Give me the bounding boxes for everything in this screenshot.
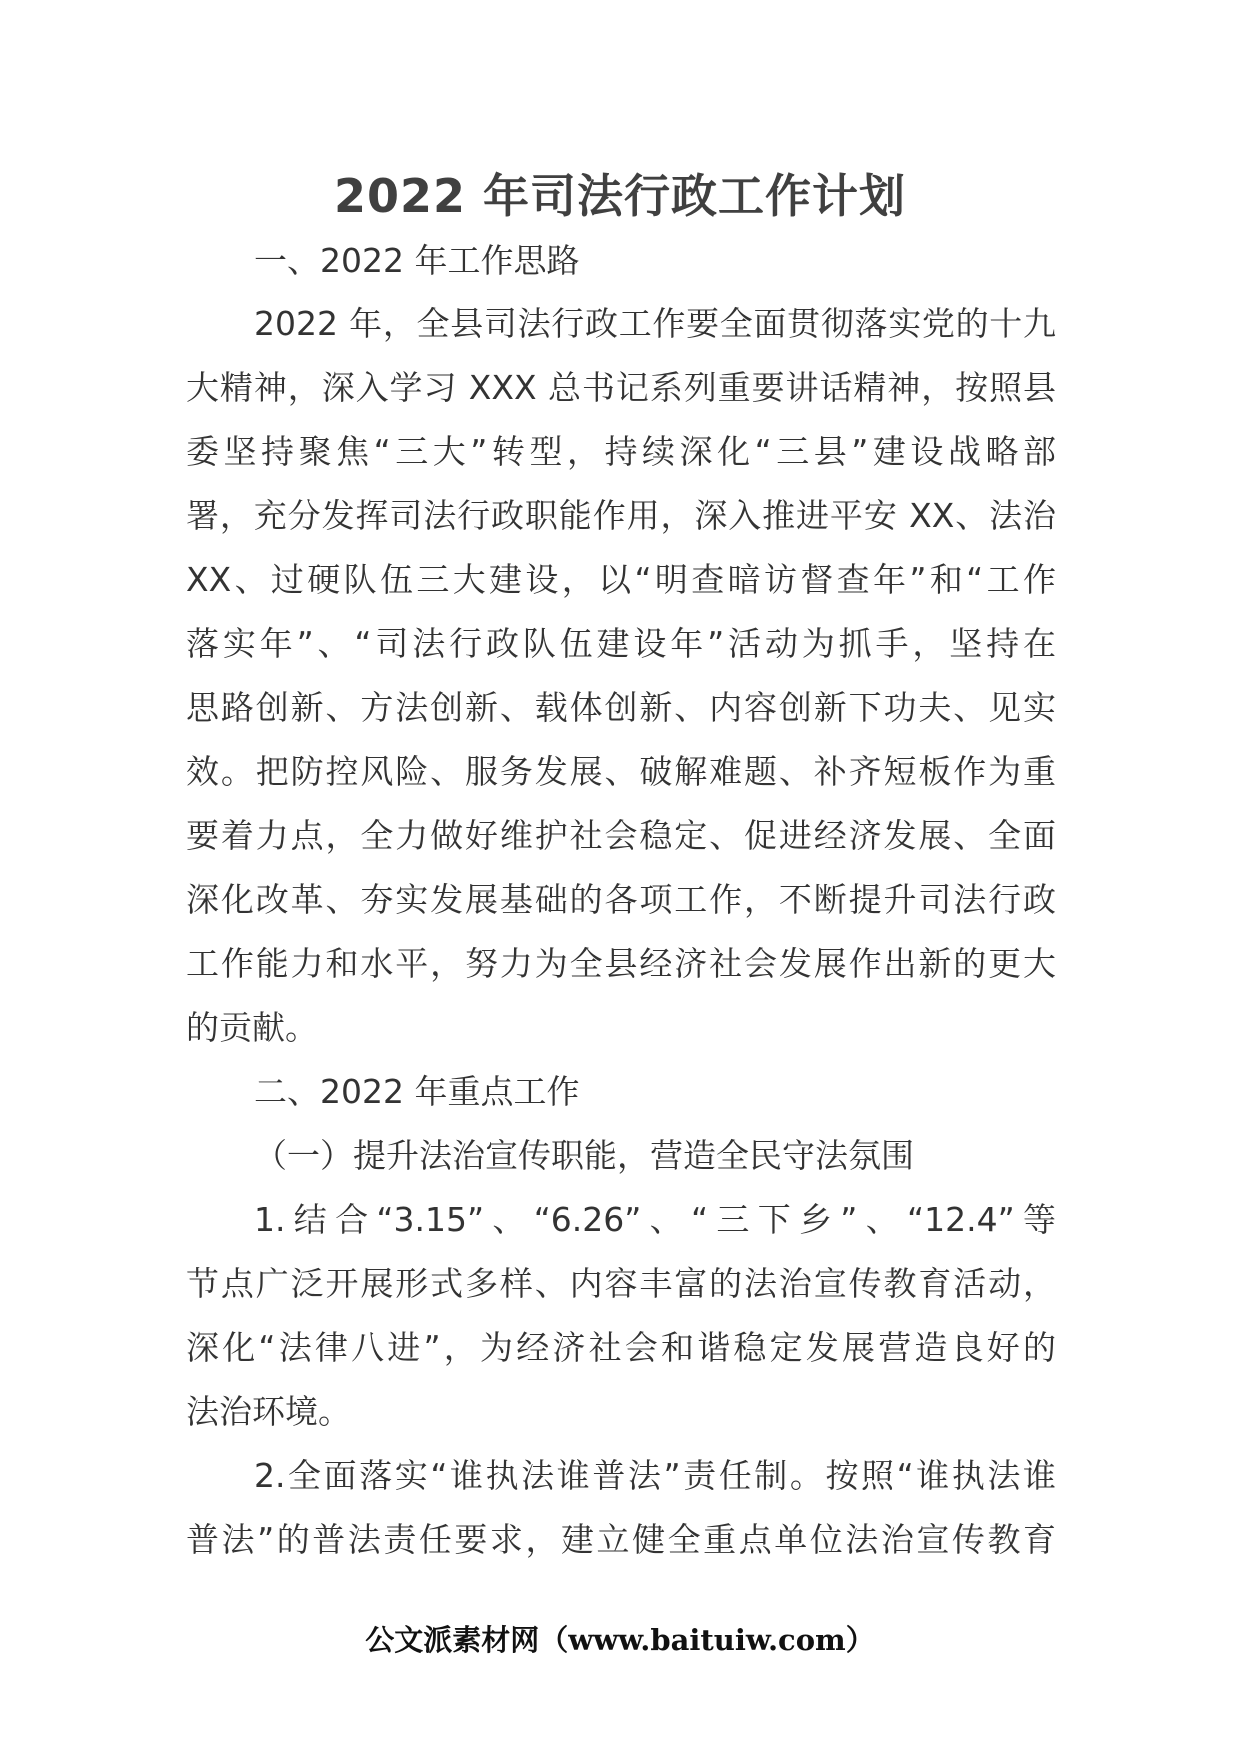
paragraph-1-line-8: 效。把防控风险、服务发展、破解难题、补齐短板作为重 [186,752,1056,791]
document-title: 2022 年司法行政工作计划 [333,169,907,223]
section-heading-1: 一、2022 年工作思路 [254,241,580,280]
footer-watermark: 公文派素材网（www.baituiw.com） [365,1623,875,1657]
item-1-line-3: 深化“法律八进”，为经济社会和谐稳定发展营造良好的 [186,1328,1056,1367]
item-2-line-2: 普法”的普法责任要求，建立健全重点单位法治宣传教育 [186,1520,1056,1559]
item-1-line-2: 节点广泛开展形式多样、内容丰富的法治宣传教育活动， [186,1264,1056,1303]
paragraph-1-line-10: 深化改革、夯实发展基础的各项工作，不断提升司法行政 [186,880,1056,919]
paragraph-1-line-4: 署，充分发挥司法行政职能作用，深入推进平安 XX、法治 [186,496,1056,535]
paragraph-1-line-9: 要着力点，全力做好维护社会稳定、促进经济发展、全面 [186,816,1056,855]
subheading-1: （一）提升法治宣传职能，营造全民守法氛围 [254,1136,914,1175]
paragraph-1-line-5: XX、过硬队伍三大建设，以“明查暗访督查年”和“工作 [186,560,1056,599]
paragraph-1-line-12: 的贡献。 [186,1008,318,1047]
paragraph-1-line-2: 大精神，深入学习 XXX 总书记系列重要讲话精神，按照县 [186,368,1056,407]
paragraph-1-line-11: 工作能力和水平，努力为全县经济社会发展作出新的更大 [186,944,1056,983]
section-heading-2: 二、2022 年重点工作 [254,1072,580,1111]
item-1-line-1: 1.结合“3.15”、“6.26”、“三下乡”、“12.4”等 [254,1200,1056,1239]
paragraph-1-line-6: 落实年”、“司法行政队伍建设年”活动为抓手，坚持在 [186,624,1056,663]
paragraph-1-line-7: 思路创新、方法创新、载体创新、内容创新下功夫、见实 [186,688,1056,727]
paragraph-1-line-1: 2022 年，全县司法行政工作要全面贯彻落实党的十九 [254,304,1056,343]
paragraph-1-line-3: 委坚持聚焦“三大”转型，持续深化“三县”建设战略部 [186,432,1056,471]
item-1-line-4: 法治环境。 [186,1392,351,1431]
item-2-line-1: 2.全面落实“谁执法谁普法”责任制。按照“谁执法谁 [254,1456,1056,1495]
